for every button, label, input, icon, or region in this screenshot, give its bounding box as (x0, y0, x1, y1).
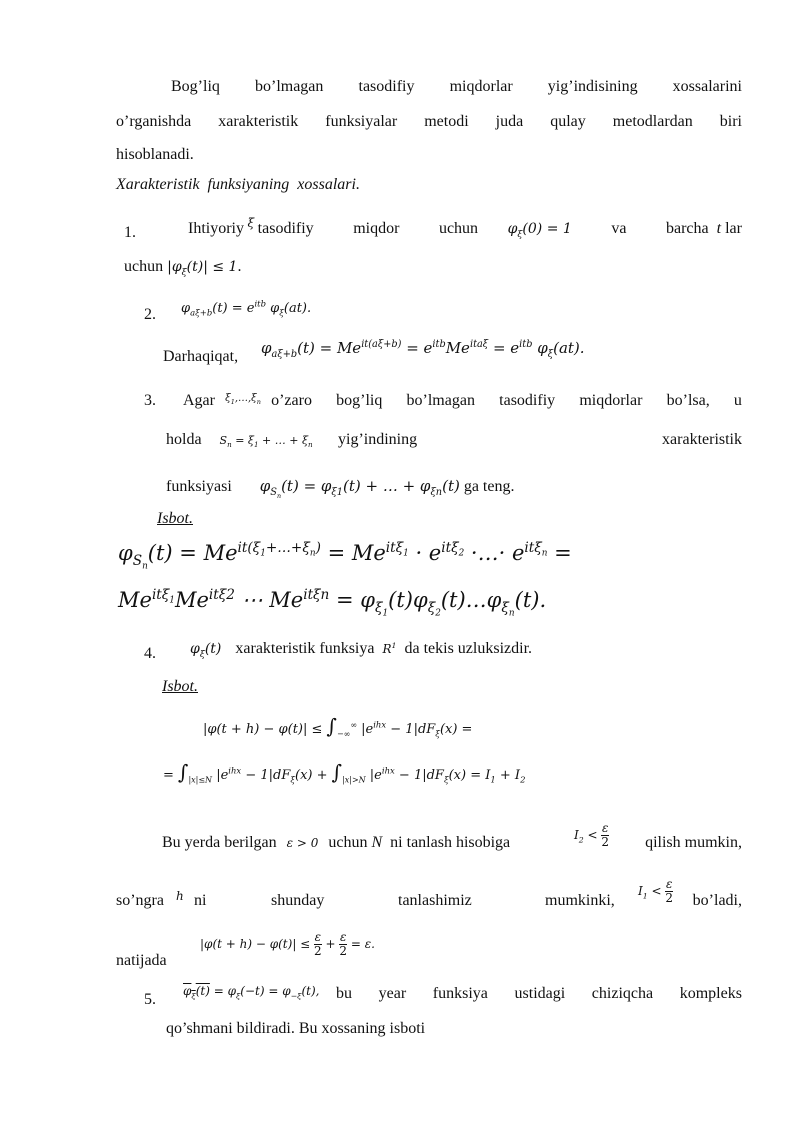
item3-word-funksiyasi: funksiyasi (166, 478, 232, 495)
phi-sn-product-formula: $\varphi_{S_n}(t) = \varphi_{\xi 1}(t)$ + … + $\varphi_{\xi n}(t)$ (259, 477, 460, 500)
natijada-formula: |φ(t + h) − φ(t)| ≤ $\frac{\varepsilon}{2}$ + $\frac{\varepsilon}{2}$ = ε. (200, 930, 375, 959)
darhaqiqat-formula (261, 339, 585, 360)
item5-word-year: year (378, 985, 407, 1002)
item2-formula (181, 299, 311, 318)
item1-number: 1. (124, 224, 136, 241)
item3-line2 (166, 431, 742, 449)
item5-line1 (183, 985, 742, 1003)
item1-word-lar: lar (725, 220, 742, 237)
songra-e: mumkinki, (545, 892, 615, 909)
para1-line1 (171, 78, 742, 96)
item3-word-yigindining: yig’indining (338, 431, 418, 448)
bu-N: N (371, 834, 383, 851)
item2-number: 2. (144, 306, 156, 323)
songra-a: so’ngra (116, 892, 164, 909)
item5-line2: qo’shmani bildiradi. Bu xossaning isboti (166, 1020, 426, 1037)
item3-word-holda: holda (166, 431, 202, 448)
item5-word-ustidagi: ustidagi (514, 985, 566, 1002)
section-title: Xarakteristik funksiyaning xossalari. (116, 176, 360, 193)
phi-zero-formula: $\varphi_\xi(0) = 1$ (507, 221, 572, 240)
item3-line1 (183, 392, 742, 410)
proof-formula-line2: $Me^{it\xi_1}Me^{it\xi 2}$ ⋯ $Me^{it\xi n}$ = $\varphi_{\xi_1}(t)\varphi_{\xi_2}(t)\dots\varphi_{\xi_n}(t)$. (118, 587, 547, 619)
item3-gateng: ga teng. (463, 478, 515, 495)
item1-t: t (716, 220, 722, 237)
songra-d: tanlashimiz (398, 892, 472, 909)
bu-d: qilish mumkin, (645, 834, 742, 851)
item4-text2: da tekis uzluksizdir. (404, 640, 533, 657)
item3-line3 (166, 477, 514, 500)
item3-word-bogliq: bog’liq (336, 392, 383, 409)
item1-word-miqdor: miqdor (353, 220, 400, 237)
continuity-formula-line2: = $\int_{|x|\le N}$ $|e^{ihx} - 1|dF_\xi(x) + \int_{|x|>N}$ $|e^{ihx} - 1|dF_\xi(x) = I_1 + I_2$ (163, 760, 526, 785)
bu-b: uchun (328, 834, 368, 851)
item1-barcha-group (666, 220, 742, 238)
natijada-label: natijada (116, 952, 167, 969)
h-symbol: h (176, 889, 184, 903)
item5-word-kompleks: kompleks (679, 985, 742, 1002)
r1-symbol: $R^1$ (382, 641, 397, 656)
item4-text: xarakteristik funksiya (235, 640, 375, 657)
para1-line3: hisoblanadi. (116, 146, 194, 163)
para1-line2: o’rganishda xarakteristik funksiyalar metodi juda qulay metodlardan biri (116, 113, 742, 130)
item4-number: 4. (144, 645, 156, 662)
i1-lt-eps2: $I_1$ < $\frac{\varepsilon}{2}$ (638, 877, 674, 906)
item4-line (190, 640, 532, 660)
item1-line1 (188, 216, 742, 240)
bu-line (162, 821, 742, 852)
item2-formula-text: $\varphi_{a\xi+b}(t) = e^{itb}$ $\varphi_\xi(at)$. (181, 299, 312, 318)
item1-word-ihtiyoriy: Ihtiyoriy (188, 220, 244, 237)
eps-gt-zero: ε > 0 (286, 836, 319, 850)
darhaqiqat-label: Darhaqiqat, (163, 348, 239, 365)
item1-word-uchun2: uchun (124, 258, 164, 275)
item1-dot: . (237, 258, 242, 275)
i2-lt-eps2: $I_2$ < $\frac{\varepsilon}{2}$ (574, 821, 610, 850)
item3-word-bolsa: bo’lsa, (666, 392, 710, 409)
item3-word-bolmagan: bo’lmagan (406, 392, 475, 409)
continuity-formula-line1: $|\varphi(t + h) - \varphi(t)| \le \int_{-\infty}^\infty$ $|e^{ihx} - 1|dF_\xi(x)$ = (203, 714, 473, 739)
item5-word-funksiya: funksiya (432, 985, 488, 1002)
item1-word-tasodifiy: tasodifiy (257, 220, 314, 237)
item5-word-chiziqcha: chiziqcha (591, 985, 654, 1002)
item1-word-barcha: barcha (665, 220, 709, 237)
item5-number: 5. (144, 991, 156, 1008)
conj-formula: $\varphi_\xi(t) = \varphi_\xi(-t) = \varphi_{-\xi}(t)$, (183, 984, 320, 1001)
item1-word-uchun: uchun (438, 220, 479, 237)
songra-line (116, 877, 742, 910)
songra-b: ni (194, 892, 207, 909)
sn-sum-formula: $S_n = \xi_1$ + … + $\xi_n$ (219, 434, 313, 450)
item3-number: 3. (144, 392, 156, 409)
item3-word-u: u (733, 392, 742, 409)
para1-line1-text: Bog’liq bo’lmagan tasodifiy miqdorlar yig’indisining xossalarini (171, 78, 742, 95)
item3-word-xarakteristik: xarakteristik (662, 431, 742, 448)
bu-c: ni tanlash hisobiga (390, 834, 511, 851)
proof-formula-line1: $\varphi_{S_n}(t) = Me^{it(\xi_1+\dots+\xi_n)} = Me^{it\xi_1} \cdot e^{it\xi_2}$ ·…· $e^{it\xi_n}$ = (118, 540, 572, 572)
isbot-heading-2: Isbot. (162, 678, 198, 695)
item3-word-miqdorlar: miqdorlar (579, 392, 643, 409)
item1-word-va: va (611, 220, 627, 237)
phi-xi-formula: $\varphi_\xi(t)$ (190, 641, 222, 660)
item3-word-tasodifiy: tasodifiy (499, 392, 556, 409)
bu-a: Bu yerda berilgan (162, 834, 277, 851)
abs-phi-le1-formula: $|\varphi_\xi(t)| \le 1$ (167, 259, 238, 278)
item3-word-agar: Agar (183, 392, 215, 409)
isbot-heading-1: Isbot. (157, 510, 193, 527)
songra-f: bo’ladi, (692, 892, 742, 909)
item1-line2 (124, 258, 241, 278)
xi-sequence: $\xi_1,\dots,\xi_n$ (225, 393, 261, 406)
item5-word-bu: bu (336, 985, 353, 1002)
item3-word-ozaro: o’zaro (271, 392, 312, 409)
xi-symbol: ξ (247, 216, 255, 230)
darhaqiqat-formula-text: $\varphi_{a\xi+b}(t) = Me^{it(a\xi+b)} = e^{itb}Me^{ita\xi} = e^{itb}$ $\varphi_\xi(at)$. (261, 339, 585, 360)
songra-c: shunday (271, 892, 325, 909)
